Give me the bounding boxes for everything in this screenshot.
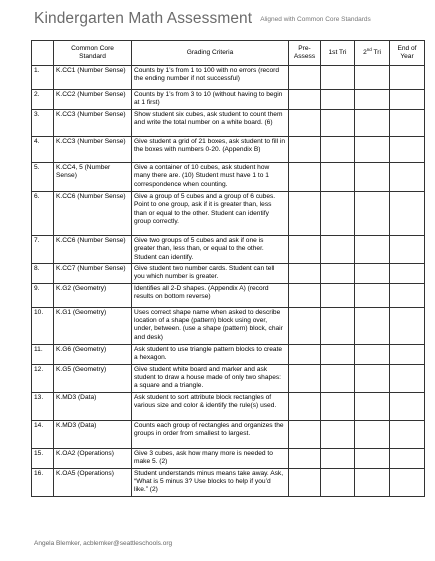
row-number: 4. bbox=[32, 137, 54, 163]
row-standard: K.CC6 (Number Sense) bbox=[54, 192, 132, 236]
row-criteria: Give student a grid of 21 boxes, ask student to fill in the boxes with numbers 0-20. (Appendix B) bbox=[132, 137, 289, 163]
header-2nd-tri: 2nd Tri bbox=[355, 41, 390, 66]
row-criteria: Show student six cubes, ask student to count them and write the total number on a white board. (6) bbox=[132, 110, 289, 137]
header-end-of-year: End of Year bbox=[390, 41, 425, 66]
row-2nd-tri-cell[interactable] bbox=[355, 66, 390, 90]
row-2nd-tri-cell[interactable] bbox=[355, 448, 390, 468]
row-1st-tri-cell[interactable] bbox=[321, 163, 355, 192]
header-criteria: Grading Criteria bbox=[132, 41, 289, 66]
table-row bbox=[32, 163, 425, 192]
table-row bbox=[32, 307, 425, 344]
table-row bbox=[32, 364, 425, 392]
header-pre-assess: Pre- Assess bbox=[289, 41, 321, 66]
row-criteria: Give 3 cubes, ask how many more is needed to make 5. (2) bbox=[132, 448, 289, 468]
row-criteria: Give two groups of 5 cubes and ask if one is greater than, less than, or equal to the other. Student can identify. bbox=[132, 236, 289, 264]
table-row bbox=[32, 90, 425, 110]
row-end-of-year-cell[interactable] bbox=[390, 468, 425, 496]
row-end-of-year-cell[interactable] bbox=[390, 66, 425, 90]
row-2nd-tri-cell[interactable] bbox=[355, 283, 390, 307]
table-row bbox=[32, 283, 425, 307]
row-1st-tri-cell[interactable] bbox=[321, 137, 355, 163]
row-pre-assess-cell[interactable] bbox=[289, 283, 321, 307]
row-2nd-tri-cell[interactable] bbox=[355, 236, 390, 264]
row-end-of-year-cell[interactable] bbox=[390, 236, 425, 264]
table-row bbox=[32, 420, 425, 448]
row-end-of-year-cell[interactable] bbox=[390, 90, 425, 110]
row-number: 16. bbox=[32, 468, 54, 496]
row-2nd-tri-cell[interactable] bbox=[355, 90, 390, 110]
row-number: 3. bbox=[32, 110, 54, 137]
row-1st-tri-cell[interactable] bbox=[321, 392, 355, 420]
row-number: 6. bbox=[32, 192, 54, 236]
table-row bbox=[32, 137, 425, 163]
table-row bbox=[32, 236, 425, 264]
row-pre-assess-cell[interactable] bbox=[289, 110, 321, 137]
row-number: 13. bbox=[32, 392, 54, 420]
row-1st-tri-cell[interactable] bbox=[321, 468, 355, 496]
row-criteria: Ask student to sort attribute block rectangles of various size and color & identify the rule(s) used. bbox=[132, 392, 289, 420]
row-criteria: Give student white board and marker and ask student to draw a house made of only two shapes: a square and a triangle. bbox=[132, 364, 289, 392]
row-standard: K.CC3 (Number Sense) bbox=[54, 110, 132, 137]
row-end-of-year-cell[interactable] bbox=[390, 420, 425, 448]
row-pre-assess-cell[interactable] bbox=[289, 307, 321, 344]
row-end-of-year-cell[interactable] bbox=[390, 110, 425, 137]
row-2nd-tri-cell[interactable] bbox=[355, 344, 390, 364]
row-number: 15. bbox=[32, 448, 54, 468]
table-row bbox=[32, 110, 425, 137]
row-pre-assess-cell[interactable] bbox=[289, 163, 321, 192]
row-2nd-tri-cell[interactable] bbox=[355, 110, 390, 137]
row-1st-tri-cell[interactable] bbox=[321, 344, 355, 364]
table-row bbox=[32, 448, 425, 468]
row-2nd-tri-cell[interactable] bbox=[355, 420, 390, 448]
row-criteria: Counts by 1’s from 1 to 100 with no errors (record the ending number if not successful) bbox=[132, 66, 289, 90]
row-standard: K.MD3 (Data) bbox=[54, 420, 132, 448]
row-standard: K.CC3 (Number Sense) bbox=[54, 137, 132, 163]
row-number: 8. bbox=[32, 263, 54, 283]
row-end-of-year-cell[interactable] bbox=[390, 137, 425, 163]
row-pre-assess-cell[interactable] bbox=[289, 90, 321, 110]
header-number bbox=[32, 41, 54, 66]
row-2nd-tri-cell[interactable] bbox=[355, 263, 390, 283]
row-criteria: Counts each group of rectangles and organizes the groups in order from smallest to largest. bbox=[132, 420, 289, 448]
row-criteria: Ask student to use triangle pattern blocks to create a hexagon. bbox=[132, 344, 289, 364]
row-criteria: Identifies all 2-D shapes. (Appendix A) (record results on bottom reverse) bbox=[132, 283, 289, 307]
assessment-table bbox=[31, 40, 425, 497]
row-standard: K.OA5 (Operations) bbox=[54, 468, 132, 496]
row-pre-assess-cell[interactable] bbox=[289, 344, 321, 364]
row-1st-tri-cell[interactable] bbox=[321, 448, 355, 468]
row-standard: K.CC7 (Number Sense) bbox=[54, 263, 132, 283]
header-standard: Common Core Standard bbox=[54, 41, 132, 66]
row-standard: K.CC4, 5 (Number Sense) bbox=[54, 163, 132, 192]
row-end-of-year-cell[interactable] bbox=[390, 283, 425, 307]
header-1st-tri: 1st Tri bbox=[321, 41, 355, 66]
row-standard: K.CC1 (Number Sense) bbox=[54, 66, 132, 90]
row-1st-tri-cell[interactable] bbox=[321, 283, 355, 307]
row-pre-assess-cell[interactable] bbox=[289, 236, 321, 264]
row-end-of-year-cell[interactable] bbox=[390, 263, 425, 283]
row-number: 2. bbox=[32, 90, 54, 110]
row-number: 7. bbox=[32, 236, 54, 264]
table-row bbox=[32, 192, 425, 236]
document-title: Kindergarten Math Assessment bbox=[34, 10, 253, 27]
row-end-of-year-cell[interactable] bbox=[390, 364, 425, 392]
row-1st-tri-cell[interactable] bbox=[321, 236, 355, 264]
row-2nd-tri-cell[interactable] bbox=[355, 163, 390, 192]
row-1st-tri-cell[interactable] bbox=[321, 90, 355, 110]
row-number: 11. bbox=[32, 344, 54, 364]
row-standard: K.G5 (Geometry) bbox=[54, 364, 132, 392]
row-2nd-tri-cell[interactable] bbox=[355, 307, 390, 344]
row-standard: K.CC6 (Number Sense) bbox=[54, 236, 132, 264]
row-criteria: Student understands minus means take away. Ask, “What is 5 minus 3? Use blocks to help if you’d like.” (2) bbox=[132, 468, 289, 496]
row-number: 5. bbox=[32, 163, 54, 192]
row-end-of-year-cell[interactable] bbox=[390, 163, 425, 192]
footer-author: Angela Blemker, acblemker@seattleschools.org bbox=[34, 540, 173, 547]
row-standard: K.G2 (Geometry) bbox=[54, 283, 132, 307]
row-pre-assess-cell[interactable] bbox=[289, 364, 321, 392]
row-pre-assess-cell[interactable] bbox=[289, 392, 321, 420]
row-end-of-year-cell[interactable] bbox=[390, 344, 425, 364]
row-standard: K.OA2 (Operations) bbox=[54, 448, 132, 468]
row-number: 1. bbox=[32, 66, 54, 90]
row-pre-assess-cell[interactable] bbox=[289, 137, 321, 163]
row-number: 12. bbox=[32, 364, 54, 392]
row-standard: K.G6 (Geometry) bbox=[54, 344, 132, 364]
row-standard: K.MD3 (Data) bbox=[54, 392, 132, 420]
row-number: 9. bbox=[32, 283, 54, 307]
row-end-of-year-cell[interactable] bbox=[390, 307, 425, 344]
document-header bbox=[34, 10, 429, 32]
row-pre-assess-cell[interactable] bbox=[289, 263, 321, 283]
table-row bbox=[32, 344, 425, 364]
table-row bbox=[32, 392, 425, 420]
row-1st-tri-cell[interactable] bbox=[321, 364, 355, 392]
row-1st-tri-cell[interactable] bbox=[321, 110, 355, 137]
table-row bbox=[32, 468, 425, 496]
row-2nd-tri-cell[interactable] bbox=[355, 137, 390, 163]
row-end-of-year-cell[interactable] bbox=[390, 448, 425, 468]
table-row bbox=[32, 66, 425, 90]
row-criteria: Give a group of 5 cubes and a group of 6 cubes. Point to one group, ask if it is greater than, less than or equal to the other. Student can identify group correctly. bbox=[132, 192, 289, 236]
document-subtitle: Aligned with Common Core Standards bbox=[260, 16, 371, 23]
table-row bbox=[32, 263, 425, 283]
row-standard: K.G1 (Geometry) bbox=[54, 307, 132, 344]
row-2nd-tri-cell[interactable] bbox=[355, 192, 390, 236]
row-1st-tri-cell[interactable] bbox=[321, 66, 355, 90]
row-2nd-tri-cell[interactable] bbox=[355, 392, 390, 420]
row-pre-assess-cell[interactable] bbox=[289, 192, 321, 236]
row-end-of-year-cell[interactable] bbox=[390, 192, 425, 236]
row-criteria: Counts by 1’s from 3 to 10 (without having to begin at 1 first) bbox=[132, 90, 289, 110]
row-1st-tri-cell[interactable] bbox=[321, 192, 355, 236]
row-criteria: Give a container of 10 cubes, ask student how many there are. (10) Student must have 1 to 1 correspondence when counting. bbox=[132, 163, 289, 192]
row-2nd-tri-cell[interactable] bbox=[355, 468, 390, 496]
row-standard: K.CC2 (Number Sense) bbox=[54, 90, 132, 110]
row-criteria: Give student two number cards. Student can tell you which number is greater. bbox=[132, 263, 289, 283]
row-1st-tri-cell[interactable] bbox=[321, 263, 355, 283]
row-1st-tri-cell[interactable] bbox=[321, 420, 355, 448]
row-2nd-tri-cell[interactable] bbox=[355, 364, 390, 392]
row-number: 10. bbox=[32, 307, 54, 344]
row-number: 14. bbox=[32, 420, 54, 448]
row-1st-tri-cell[interactable] bbox=[321, 307, 355, 344]
row-pre-assess-cell[interactable] bbox=[289, 420, 321, 448]
table-header-row bbox=[32, 41, 425, 66]
row-criteria: Uses correct shape name when asked to describe location of a shape (pattern) block using over, under, between. (use a shape (pattern) block, chair and desk) bbox=[132, 307, 289, 344]
row-pre-assess-cell[interactable] bbox=[289, 468, 321, 496]
row-pre-assess-cell[interactable] bbox=[289, 448, 321, 468]
row-end-of-year-cell[interactable] bbox=[390, 392, 425, 420]
row-pre-assess-cell[interactable] bbox=[289, 66, 321, 90]
